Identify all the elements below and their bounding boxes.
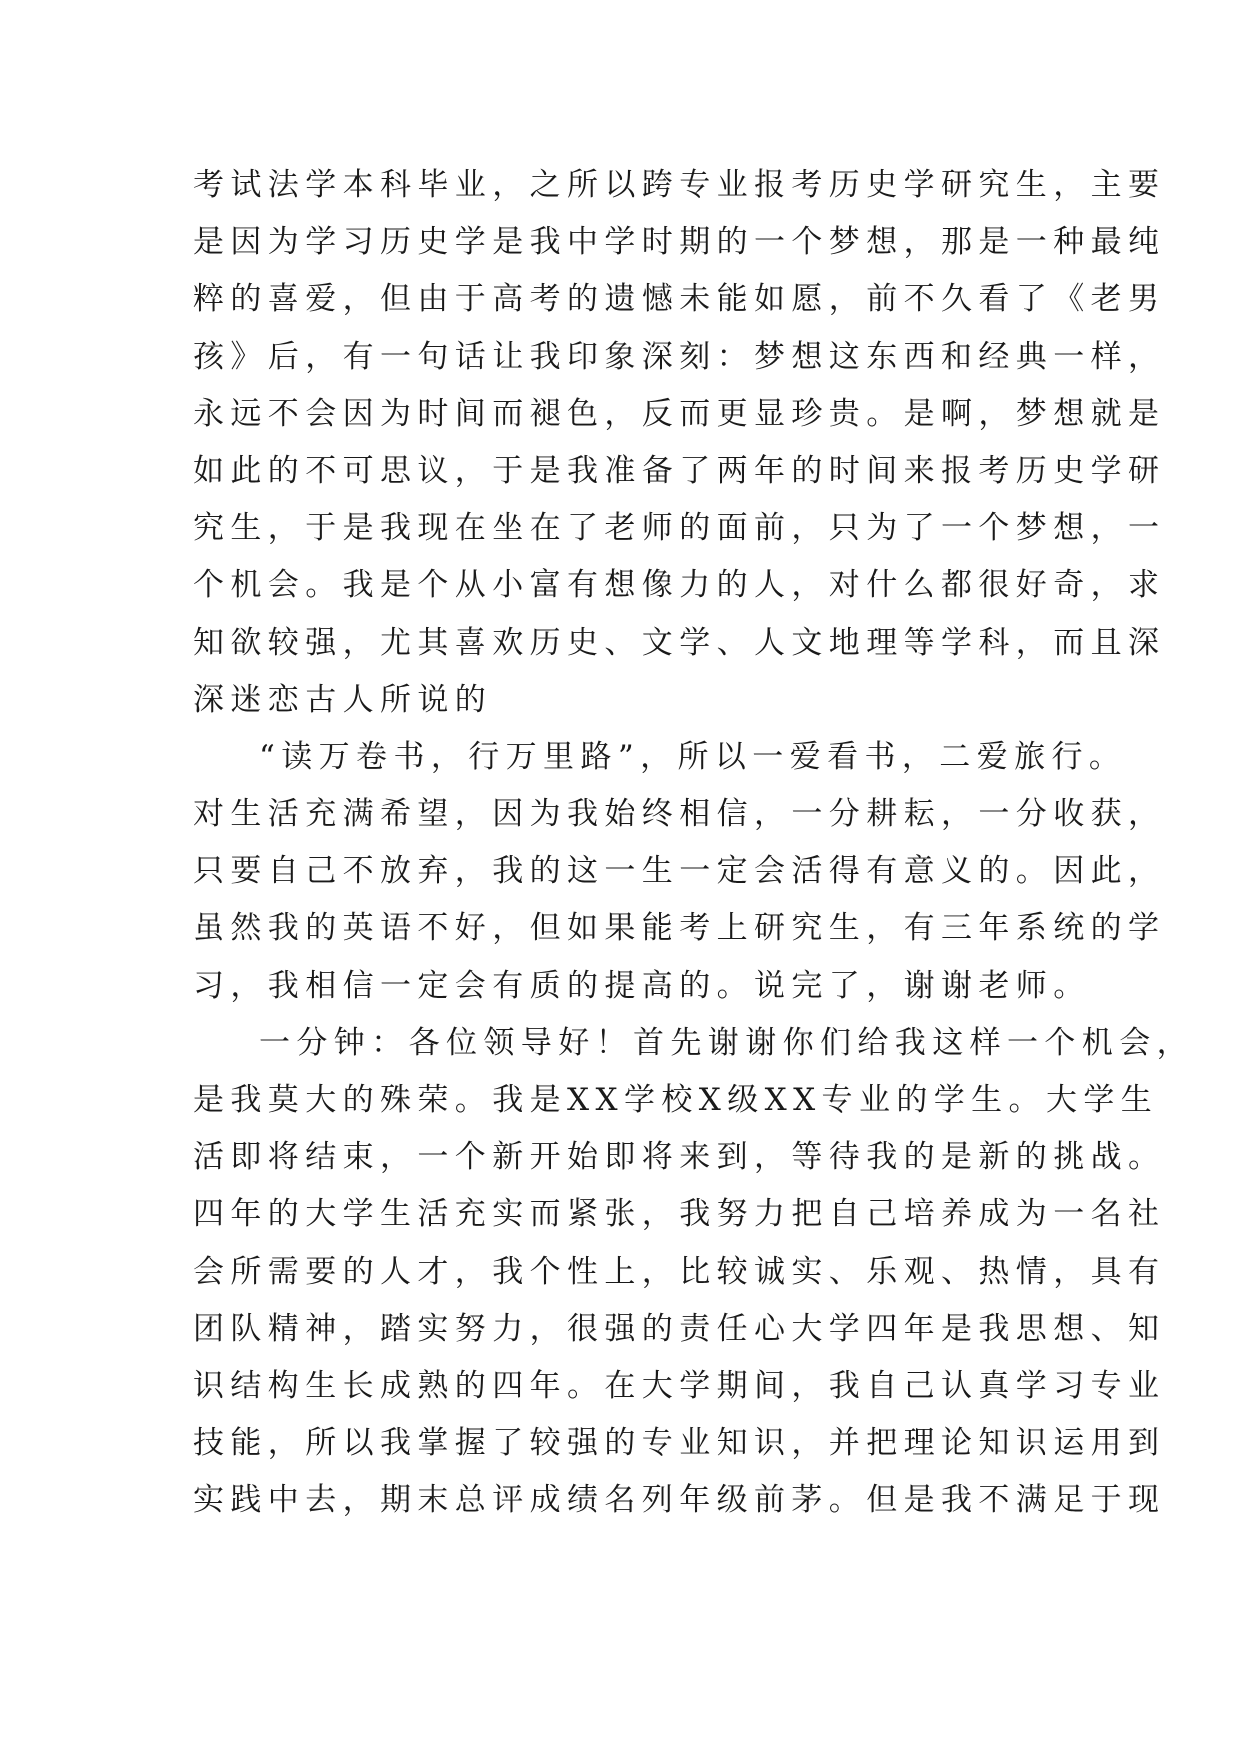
text-line: 团队精神，踏实努力，很强的责任心大学四年是我思想、知 <box>193 1310 1166 1347</box>
text-line: 对生活充满希望，因为我始终相信，一分耕耘，一分收获， <box>193 796 1166 833</box>
text-line: 是我莫大的殊荣。我是XX学校X级XX专业的学生。大学生 <box>193 1082 1159 1118</box>
text-line: 粹的喜爱，但由于高考的遗憾未能如愿，前不久看了《老男 <box>193 281 1166 318</box>
text-line: 只要自己不放弃，我的这一生一定会活得有意义的。因此， <box>193 853 1166 890</box>
text-line: 是因为学习历史学是我中学时期的一个梦想，那是一种最纯 <box>193 224 1166 261</box>
text-line: 深迷恋古人所说的 <box>193 681 493 718</box>
text-line: 永远不会因为时间而褪色，反而更显珍贵。是啊，梦想就是 <box>193 395 1166 432</box>
text-line: 技能，所以我掌握了较强的专业知识，并把理论知识运用到 <box>193 1425 1166 1462</box>
text-line: 个机会。我是个从小富有想像力的人，对什么都很好奇，求 <box>193 567 1166 604</box>
text-line: “读万卷书，行万里路”，所以一爱看书，二爱旅行。 <box>259 738 1127 775</box>
text-line: 实践中去，期末总评成绩名列年级前茅。但是我不满足于现 <box>193 1482 1166 1519</box>
text-line: 考试法学本科毕业，之所以跨专业报考历史学研究生，主要 <box>193 167 1166 203</box>
text-line: 活即将结束，一个新开始即将来到，等待我的是新的挑战。 <box>193 1139 1166 1176</box>
text-line: 究生，于是我现在坐在了老师的面前，只为了一个梦想，一 <box>193 510 1166 547</box>
text-line: 孩》后，有一句话让我印象深刻：梦想这东西和经典一样， <box>193 338 1166 375</box>
text-line: 如此的不可思议，于是我准备了两年的时间来报考历史学研 <box>193 452 1166 489</box>
text-line: 四年的大学生活充实而紧张，我努力把自己培养成为一名社 <box>193 1196 1166 1233</box>
text-line: 一分钟：各位领导好！首先谢谢你们给我这样一个机会， <box>259 1024 1194 1061</box>
text-line: 会所需要的人才，我个性上，比较诚实、乐观、热情，具有 <box>193 1253 1166 1290</box>
text-line: 知欲较强，尤其喜欢历史、文学、人文地理等学科，而且深 <box>193 624 1166 661</box>
text-line: 虽然我的英语不好，但如果能考上研究生，有三年系统的学 <box>193 910 1166 947</box>
text-line: 识结构生长成熟的四年。在大学期间，我自己认真学习专业 <box>193 1367 1166 1404</box>
text-line: 习，我相信一定会有质的提高的。说完了，谢谢老师。 <box>193 967 1091 1004</box>
document-body <box>193 157 1194 1530</box>
